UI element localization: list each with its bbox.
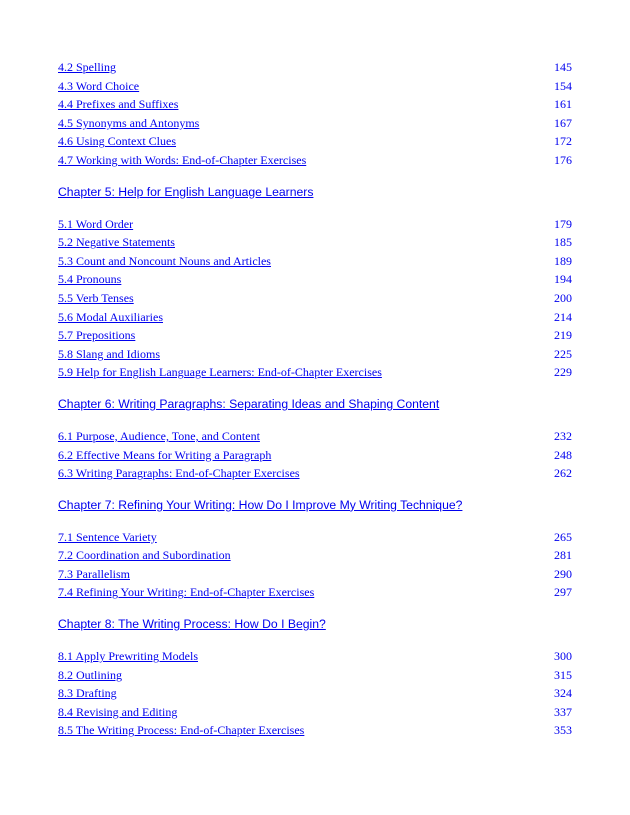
toc-entry-link[interactable]: 8.1 Apply Prewriting Models [58,649,198,664]
toc-entry-link[interactable]: 5.9 Help for English Language Learners: End-of-Chapter Exercises [58,365,382,380]
toc-entry-link[interactable]: 8.2 Outlining [58,667,123,682]
toc-page-number[interactable]: 161 [554,97,572,112]
toc-page-number[interactable]: 281 [554,548,572,563]
chapter-7-section [58,496,572,602]
chapter-heading-link[interactable]: Chapter 8: The Writing Process: How Do I Begin? [58,617,326,632]
toc-page-number[interactable]: 353 [554,723,572,738]
toc-entry-7-1[interactable] [58,528,572,547]
toc-entry-link[interactable]: 5.4 Pronouns [58,272,122,287]
chapter-heading-link[interactable]: Chapter 7: Refining Your Writing: How Do I Improve My Writing Technique? [58,497,463,512]
toc-page-number[interactable]: 145 [554,60,572,74]
toc-page-number[interactable]: 185 [554,235,572,250]
chapter-6-section [58,395,572,483]
toc-entry-link[interactable]: 4.4 Prefixes and Suffixes [58,97,179,112]
chapter-6-heading[interactable] [58,395,572,413]
toc-page-number[interactable]: 214 [554,309,572,324]
toc-entry-5-1[interactable] [58,215,572,234]
toc-entry-link[interactable]: 4.2 Spelling [58,60,117,74]
chapter-8-heading[interactable] [58,615,572,633]
chapter-7-heading[interactable] [58,496,572,514]
chapter-5-heading[interactable] [58,183,572,201]
toc-page-number[interactable]: 300 [554,649,572,664]
toc-page-number[interactable]: 232 [554,428,572,443]
toc-entry-link[interactable]: 5.3 Count and Noncount Nouns and Articles [58,253,271,268]
table-of-contents [58,58,572,740]
toc-page-number[interactable]: 297 [554,585,572,600]
toc-entry-link[interactable]: 5.6 Modal Auxiliaries [58,309,163,324]
toc-entry-link[interactable]: 6.3 Writing Paragraphs: End-of-Chapter Exercises [58,466,300,481]
toc-entry-8-2[interactable] [58,666,572,685]
toc-entry-link[interactable]: 5.5 Verb Tenses [58,290,134,305]
toc-entry-link[interactable]: 8.4 Revising and Editing [58,704,178,719]
toc-page-number[interactable]: 194 [554,272,572,287]
toc-entry-8-5[interactable] [58,721,572,740]
toc-entry-link[interactable]: 5.1 Word Order [58,216,134,231]
toc-entry-link[interactable]: 4.3 Word Choice [58,78,140,93]
toc-entry-4-2[interactable] [58,58,572,77]
toc-entry-link[interactable]: 7.4 Refining Your Writing: End-of-Chapter Exercises [58,585,315,600]
toc-entry-link[interactable]: 7.3 Parallelism [58,566,130,581]
toc-entry-6-3[interactable] [58,464,572,483]
toc-page-number[interactable]: 248 [554,447,572,462]
toc-page-number[interactable]: 179 [554,216,572,231]
toc-page-number[interactable]: 315 [554,667,572,682]
toc-entry-link[interactable]: 4.6 Using Context Clues [58,134,177,149]
chapter-5-section [58,183,572,382]
toc-entry-link[interactable]: 8.3 Drafting [58,686,117,701]
toc-entry-5-9[interactable] [58,363,572,382]
toc-entry-link[interactable]: 6.2 Effective Means for Writing a Paragraph [58,447,272,462]
toc-entry-7-2[interactable] [58,546,572,565]
toc-entry-4-3[interactable] [58,77,572,96]
chapter-8-section [58,615,572,740]
toc-entry-5-3[interactable] [58,252,572,271]
toc-page-number[interactable]: 189 [554,253,572,268]
toc-entry-link[interactable]: 5.8 Slang and Idioms [58,346,160,361]
toc-page-number[interactable]: 324 [554,686,572,701]
toc-entry-7-3[interactable] [58,565,572,584]
toc-entry-4-4[interactable] [58,95,572,114]
toc-entry-8-4[interactable] [58,703,572,722]
toc-entry-link[interactable]: 5.7 Prepositions [58,328,136,343]
toc-page-number[interactable]: 176 [554,152,572,167]
toc-page-number[interactable]: 154 [554,78,572,93]
toc-entry-5-5[interactable] [58,289,572,308]
toc-entry-5-8[interactable] [58,345,572,364]
toc-entry-6-1[interactable] [58,427,572,446]
toc-page-number[interactable]: 265 [554,529,572,544]
toc-entry-5-7[interactable] [58,326,572,345]
toc-page-number[interactable]: 167 [554,115,572,130]
toc-entry-link[interactable]: 5.2 Negative Statements [58,235,175,250]
toc-entry-5-2[interactable] [58,233,572,252]
toc-page-number[interactable]: 229 [554,365,572,380]
toc-entry-link[interactable]: 8.5 The Writing Process: End-of-Chapter Exercises [58,723,305,738]
chapter-heading-link[interactable]: Chapter 5: Help for English Language Learners [58,184,314,199]
toc-page-number[interactable]: 219 [554,328,572,343]
toc-page-number[interactable]: 262 [554,466,572,481]
toc-entry-4-5[interactable] [58,114,572,133]
toc-page-number[interactable]: 172 [554,134,572,149]
toc-entry-5-4[interactable] [58,270,572,289]
toc-entry-8-1[interactable] [58,647,572,666]
toc-entry-link[interactable]: 7.1 Sentence Variety [58,529,157,544]
toc-page-number[interactable]: 290 [554,566,572,581]
toc-entry-link[interactable]: 7.2 Coordination and Subordination [58,548,231,563]
toc-entry-link[interactable]: 4.5 Synonyms and Antonyms [58,115,200,130]
toc-page-number[interactable]: 225 [554,346,572,361]
chapter-heading-link[interactable]: Chapter 6: Writing Paragraphs: Separating Ideas and Shaping Content [58,396,440,411]
toc-page-number[interactable]: 200 [554,290,572,305]
toc-entry-5-6[interactable] [58,308,572,327]
toc-page-number[interactable]: 337 [554,704,572,719]
toc-entry-8-3[interactable] [58,684,572,703]
toc-entry-4-7[interactable] [58,151,572,170]
toc-entry-link[interactable]: 4.7 Working with Words: End-of-Chapter Exercises [58,152,307,167]
chapter-4-entries [58,58,572,170]
toc-entry-4-6[interactable] [58,132,572,151]
toc-entry-6-2[interactable] [58,446,572,465]
toc-entry-link[interactable]: 6.1 Purpose, Audience, Tone, and Content [58,428,260,443]
toc-entry-7-4[interactable] [58,583,572,602]
